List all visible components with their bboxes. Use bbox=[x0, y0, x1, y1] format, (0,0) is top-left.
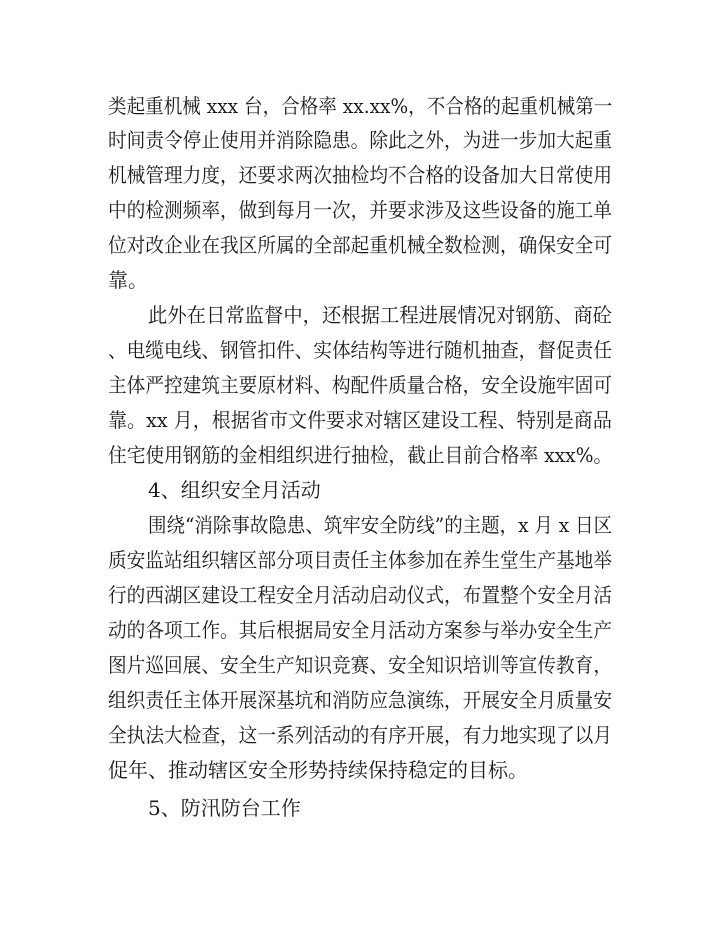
text-line-content: 类起重机械 xxx 台，合格率 xx.xx%，不合格的起重机械第一 bbox=[108, 94, 613, 118]
text-line bbox=[0, 752, 720, 788]
text-line-content: 质安监站组织辖区部分项目责任主体参加在养生堂生产基地举 bbox=[108, 548, 612, 572]
text-line bbox=[0, 88, 720, 124]
text-line-content: 靠。 bbox=[108, 268, 148, 292]
text-line bbox=[0, 717, 720, 753]
text-line-content: 图片巡回展、安全生产知识竞赛、安全知识培训等宣传教育， bbox=[108, 653, 612, 677]
text-line bbox=[0, 647, 720, 683]
section-heading-text: 4、组织安全月活动 bbox=[148, 478, 321, 502]
section-heading bbox=[0, 790, 720, 826]
text-line bbox=[0, 682, 720, 718]
text-line bbox=[0, 612, 720, 648]
text-line bbox=[0, 437, 720, 473]
text-line bbox=[0, 227, 720, 263]
section-heading-text: 5、防汛防台工作 bbox=[148, 796, 301, 820]
paragraph-start-line bbox=[0, 507, 720, 543]
text-line-content: 行的西湖区建设工程安全月活动启动仪式，布置整个安全月活 bbox=[108, 583, 612, 607]
text-line-content: 促年、推动辖区安全形势持续保持稳定的目标。 bbox=[108, 758, 528, 782]
text-line-content: 此外在日常监督中，还根据工程进展情况对钢筋、商砼 bbox=[148, 303, 613, 327]
text-line bbox=[0, 402, 720, 438]
text-line-content: 动的各项工作。其后根据局安全月活动方案参与举办安全生产 bbox=[108, 618, 612, 642]
text-line-content: 全执法大检查，这一系列活动的有序开展，有力地实现了以月 bbox=[108, 723, 612, 747]
text-line bbox=[0, 122, 720, 158]
text-line bbox=[0, 542, 720, 578]
text-line bbox=[0, 262, 720, 298]
text-line-content: 住宅使用钢筋的金相组织进行抽检，截止目前合格率 xxx%。 bbox=[108, 443, 613, 467]
text-line-content: 位对改企业在我区所属的全部起重机械全数检测，确保安全可 bbox=[108, 233, 612, 257]
text-line bbox=[0, 192, 720, 228]
text-line-content: 时间责令停止使用并消除隐患。除此之外，为进一步加大起重 bbox=[108, 128, 612, 152]
text-line bbox=[0, 577, 720, 613]
paragraph-start-line bbox=[0, 297, 720, 333]
text-line-content: 围绕“消除事故隐患、筑牢安全防线”的主题，x 月 x 日区 bbox=[148, 513, 613, 537]
text-line-content: 中的检测频率，做到每月一次，并要求涉及这些设备的施工单 bbox=[108, 198, 612, 222]
text-line bbox=[0, 367, 720, 403]
text-line-content: 组织责任主体开展深基坑和消防应急演练，开展安全月质量安 bbox=[108, 688, 612, 712]
section-heading bbox=[0, 472, 720, 508]
text-line-content: 靠。xx 月，根据省市文件要求对辖区建设工程、特别是商品 bbox=[108, 408, 612, 432]
text-line bbox=[0, 332, 720, 368]
text-line bbox=[0, 157, 720, 193]
text-line-content: 、电缆电线、钢管扣件、实体结构等进行随机抽查，督促责任 bbox=[108, 338, 612, 362]
text-line-content: 机械管理力度，还要求两次抽检均不合格的设备加大日常使用 bbox=[108, 163, 612, 187]
text-line-content: 主体严控建筑主要原材料、构配件质量合格，安全设施牢固可 bbox=[108, 373, 612, 397]
